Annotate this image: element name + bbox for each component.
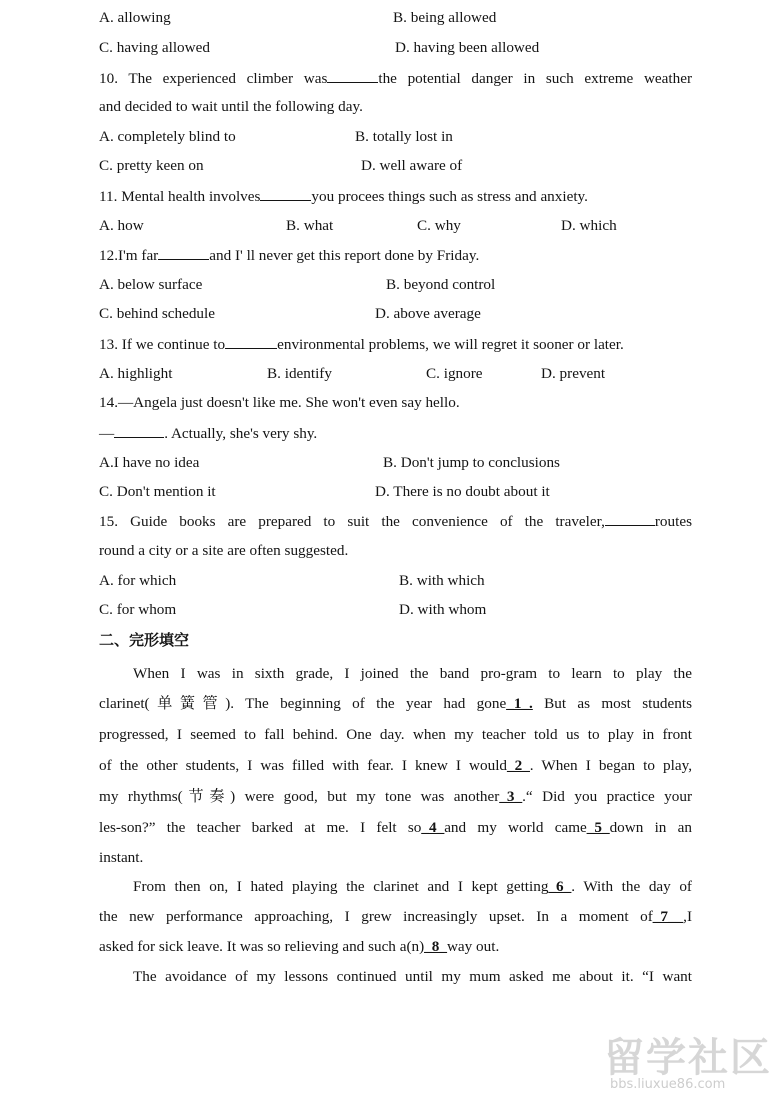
- answer-blank: [158, 245, 209, 260]
- passage-line: clarinet(单簧管). The beginning of the year had gone_1_. But as most students: [99, 695, 692, 712]
- q12-option-c: C. behind schedule: [99, 305, 215, 322]
- passage-line: From then on, I hated playing the clarinet and I kept getting_6_. With the day of: [133, 878, 692, 895]
- q13-option-c: C. ignore: [426, 365, 483, 382]
- q11-option-d: D. which: [561, 217, 617, 234]
- passage-line: les-son?” the teacher barked at me. I felt so_4_and my world came_5_down in an: [99, 819, 692, 836]
- passage-line: my rhythms(节奏) were good, but my tone was another_3_.“ Did you practice your: [99, 788, 693, 805]
- q15-option-a: A. for which: [99, 572, 177, 589]
- q15-option-b: B. with which: [399, 572, 485, 589]
- passage-line: When I was in sixth grade, I joined the band pro-gram to learn to play the: [133, 665, 692, 682]
- q14-stem: 14.—Angela just doesn't like me. She won't even say hello.: [99, 394, 460, 411]
- q13-option-b: B. identify: [267, 365, 332, 382]
- q10-stem: 10. The experienced climber was the potential danger in such extreme weather: [99, 70, 692, 87]
- answer-blank: [605, 511, 655, 526]
- q11-stem: 11. Mental health involves you procees things such as stress and anxiety.: [99, 188, 588, 205]
- blank-number: _1_.: [506, 695, 533, 712]
- q15-option-c: C. for whom: [99, 601, 177, 618]
- q11-option-b: B. what: [286, 217, 334, 234]
- q14-option-b: B. Don't jump to conclusions: [383, 454, 560, 471]
- q11-option-a: A. how: [99, 217, 144, 234]
- q11-option-c: C. why: [417, 217, 461, 234]
- q13-option-d: D. prevent: [541, 365, 606, 382]
- q12-option-d: D. above average: [375, 305, 481, 322]
- q12-stem: 12.I'm far and I' ll never get this report done by Friday.: [99, 247, 480, 264]
- q10-option-c: C. pretty keen on: [99, 157, 204, 174]
- passage-line: of the other students, I was filled with fear. I knew I would_2_. When I began to play,: [99, 757, 692, 774]
- blank-number: _6_: [548, 878, 572, 895]
- blank-number: _5_: [586, 819, 610, 836]
- blank-number: _7__: [652, 908, 684, 925]
- q14-option-d: D. There is no doubt about it: [375, 483, 550, 500]
- answer-blank: [225, 334, 277, 349]
- passage-line: asked for sick leave. It was so relieving and such a(n)_8_way out.: [99, 938, 500, 955]
- q10-stem-line2: and decided to wait until the following day.: [99, 98, 363, 115]
- q10-option-a: A. completely blind to: [99, 128, 236, 145]
- q10-option-b: B. totally lost in: [355, 128, 453, 145]
- watermark-logo: 留学社区: [604, 1035, 772, 1081]
- q15-stem: 15. Guide books are prepared to suit the convenience of the traveler, routes: [99, 513, 692, 530]
- q14-option-a: A.I have no idea: [99, 454, 200, 471]
- passage-line: the new performance approaching, I grew increasingly upset. In a moment of_7__,I: [99, 908, 692, 925]
- blank-number: _4_: [421, 819, 445, 836]
- q13-stem: 13. If we continue to environmental problems, we will regret it sooner or later.: [99, 336, 624, 353]
- answer-blank: [260, 186, 311, 201]
- q14-option-c: C. Don't mention it: [99, 483, 216, 500]
- blank-number: _8_: [424, 938, 447, 955]
- q15-option-d: D. with whom: [399, 601, 487, 618]
- watermark-url: bbs.liuxue86.com: [610, 1077, 726, 1092]
- q9-option-b: B. being allowed: [393, 9, 497, 26]
- q9-option-a: A. allowing: [99, 9, 171, 26]
- q14-reply: — . Actually, she's very shy.: [99, 425, 318, 442]
- q12-option-b: B. beyond control: [386, 276, 496, 293]
- q9-option-d: D. having been allowed: [395, 39, 540, 56]
- q13-option-a: A. highlight: [99, 365, 173, 382]
- q10-option-d: D. well aware of: [361, 157, 463, 174]
- answer-blank: [327, 68, 378, 83]
- blank-number: _2_: [507, 757, 530, 774]
- q12-option-a: A. below surface: [99, 276, 203, 293]
- passage-line: The avoidance of my lessons continued until my mum asked me about it. “I want: [133, 968, 692, 985]
- passage-line: instant.: [99, 849, 144, 866]
- q15-stem-line2: round a city or a site are often suggested.: [99, 542, 349, 559]
- section-heading: 二、完形填空: [99, 631, 190, 649]
- passage-line: progressed, I seemed to fall behind. One day. when my teacher told us to play in front: [99, 726, 692, 743]
- blank-number: _3_: [499, 788, 523, 805]
- answer-blank: [114, 423, 164, 438]
- q9-option-c: C. having allowed: [99, 39, 210, 56]
